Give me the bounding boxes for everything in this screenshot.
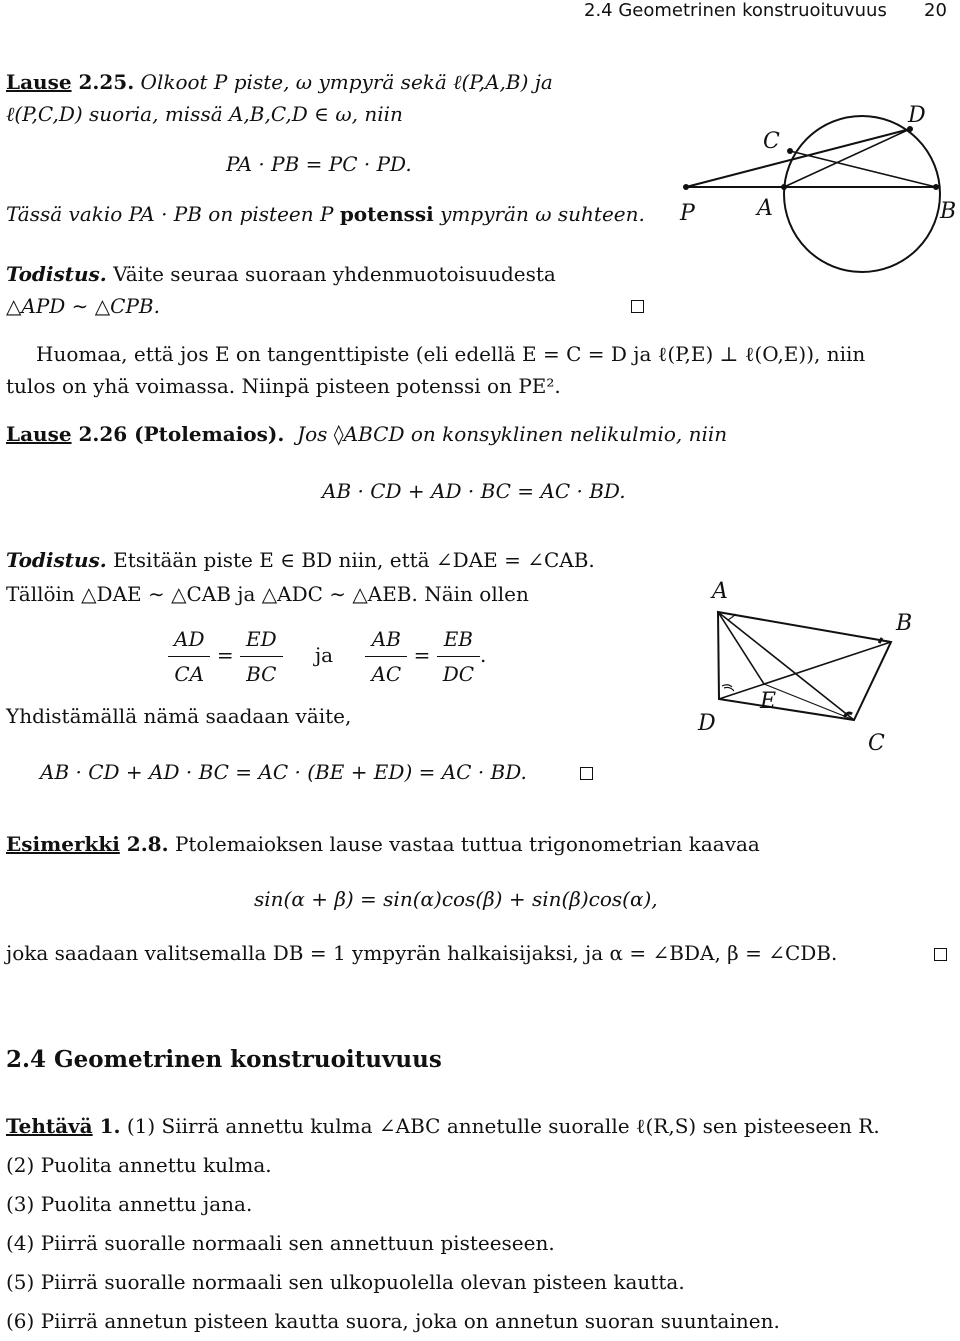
theorem-2-25-statement: Olkoot P piste, ω ympyrä sekä ℓ(P,A,B) ja [140, 70, 553, 94]
fig2-label-a: A [712, 579, 728, 604]
task-1-first-line [6, 1107, 956, 1146]
angle-mark-b [879, 638, 882, 643]
point-c [787, 148, 793, 154]
frac-ad-ca: $\frac{AD}{CA}$ [168, 622, 210, 691]
segment-ae [718, 612, 764, 684]
angle-mark-d2 [722, 685, 732, 687]
fig2-label-e: E [760, 689, 777, 714]
point-a [781, 184, 787, 190]
chord-ad [784, 129, 910, 187]
theorem-2-26-name: 2.26 (Ptolemaios). [71, 422, 285, 446]
example-line2: joka saadaan valitsemalla DB = 1 ympyrän halkaisijaksi, ja α = ∠BDA, β = ∠CDB. [6, 941, 838, 965]
figure-cyclic-quadrilateral [676, 570, 926, 770]
example-2-8 [6, 832, 760, 856]
header-section: 2.4 Geometrinen konstruoituvuus [584, 0, 887, 21]
proof-2 [6, 543, 656, 611]
remark-line1: Huomaa, että jos E on tangenttipiste (eli edellä E = C = D ja ℓ(P,E) ⊥ ℓ(O,E)), niin [36, 342, 866, 366]
circle-omega [784, 116, 940, 272]
proof-1-line2 [6, 290, 646, 322]
point-b [933, 184, 939, 190]
diagonal-ac [718, 612, 854, 720]
potenssi-note-prefix: Tässä vakio PA · PB on pisteen P [6, 202, 340, 226]
frac-eb-dc: $\frac{EB}{DC}$ [437, 622, 480, 691]
proof-2-text1: Etsitään piste E ∈ BD niin, että ∠DAE = ∠CAB. [113, 548, 595, 572]
proof-2-line2: Tällöin △DAE ∼ △CAB ja △ADC ∼ △AEB. Näin ollen [6, 582, 529, 606]
task-item-1: (1) Siirrä annettu kulma ∠ABC annetulle suoralle ℓ(R,S) sen pisteeseen R. [126, 1114, 880, 1138]
qed-icon [934, 948, 947, 961]
task-item-2: (2) Puolita annettu kulma. [6, 1153, 272, 1177]
potenssi-term: potenssi [339, 202, 434, 226]
section-heading: 2.4 Geometrinen konstruoituvuus [6, 1046, 442, 1073]
combine-text: Yhdistämällä nämä saadaan väite, [6, 704, 352, 728]
fig2-label-b: B [896, 611, 913, 636]
proof-2-label: Todistus. [6, 548, 107, 572]
secant-pcd [686, 129, 910, 187]
example-text: Ptolemaioksen lause vastaa tuttua trigonometrian kaavaa [174, 832, 760, 856]
task-1 [6, 1107, 956, 1341]
proof-2-line1 [6, 543, 656, 577]
proof-1-text: Väite seuraa suoraan yhdenmuotoisuudesta [113, 262, 556, 286]
header-page-number: 20 [924, 0, 947, 21]
qed-icon [580, 767, 593, 780]
label-c: C [763, 129, 780, 154]
task-item-4: (4) Piirrä suoralle normaali sen annettuun pisteeseen. [6, 1231, 555, 1255]
potenssi-note-suffix: ympyrän ω suhteen. [433, 202, 645, 226]
remark-tangent [6, 338, 956, 402]
label-b: B [940, 199, 957, 224]
qed-icon [631, 300, 644, 313]
task-label: Tehtävä [6, 1114, 93, 1138]
proof-label: Todistus. [6, 262, 107, 286]
task-item-6: (6) Piirrä annetun pisteen kautta suora, joka on annetun suoran suuntainen. [6, 1309, 780, 1333]
task-item-3: (3) Puolita annettu jana. [6, 1192, 253, 1216]
proof-1-similarity: △APD ∼ △CPB. [6, 294, 160, 318]
remark-line2: tulos on yhä voimassa. Niinpä pisteen potenssi on PE². [6, 374, 561, 398]
example-number: 2.8. [119, 832, 169, 856]
label-a: A [757, 196, 773, 221]
theorem-label: Lause [6, 70, 72, 94]
segment-ec [764, 684, 854, 720]
label-d: D [908, 103, 926, 128]
ratio-equations: $\frac{AD}{CA}$ = $\frac{ED}{BC}$ ja $\frac{AB}{AC}$ = $\frac{EB}{DC}$ . [168, 622, 486, 691]
proof-1-line1 [6, 258, 646, 290]
ptolemy-proof-final: AB · CD + AD · BC = AC · (BE + ED) = AC · BD. [40, 760, 527, 784]
fig2-label-d: D [698, 711, 716, 736]
label-p: P [680, 201, 695, 226]
potenssi-note [6, 202, 645, 226]
figure-power-of-point [672, 96, 960, 296]
angle-mark-d [724, 687, 734, 691]
ja-word: ja [314, 643, 334, 667]
chord-cb [790, 151, 936, 187]
theorem-2-25 [6, 66, 646, 130]
diagonal-bd [719, 642, 891, 699]
theorem-2-25-line2: ℓ(P,C,D) suoria, missä A,B,C,D ∈ ω, niin [6, 102, 403, 126]
theorem-2-26-label: Lause [6, 422, 72, 446]
quad-abcd [718, 612, 891, 720]
task-item-5: (5) Piirrä suoralle normaali sen ulkopuolella olevan pisteen kautta. [6, 1270, 685, 1294]
fig2-label-c: C [868, 731, 885, 756]
proof-1 [6, 258, 646, 322]
theorem-2-26 [6, 422, 727, 446]
theorem-2-26-statement: Jos ◊ABCD on konsyklinen nelikulmio, niin [297, 422, 728, 446]
frac-ed-bc: $\frac{ED}{BC}$ [240, 622, 283, 691]
example-label: Esimerkki [6, 832, 120, 856]
theorem-2-25-line1: Lause 2.25. Olkoot P piste, ω ympyrä sekä ℓ(P,A,B) ja [6, 70, 553, 94]
ptolemy-formula: AB · CD + AD · BC = AC · BD. [322, 479, 626, 503]
point-p [683, 184, 689, 190]
frac-ab-ac: $\frac{AB}{AC}$ [365, 622, 407, 691]
theorem-2-25-formula: PA · PB = PC · PD. [226, 152, 412, 176]
running-header [584, 0, 947, 21]
trig-formula: sin(α + β) = sin(α)cos(β) + sin(β)cos(α), [254, 887, 658, 911]
task-number: 1. [92, 1114, 121, 1138]
